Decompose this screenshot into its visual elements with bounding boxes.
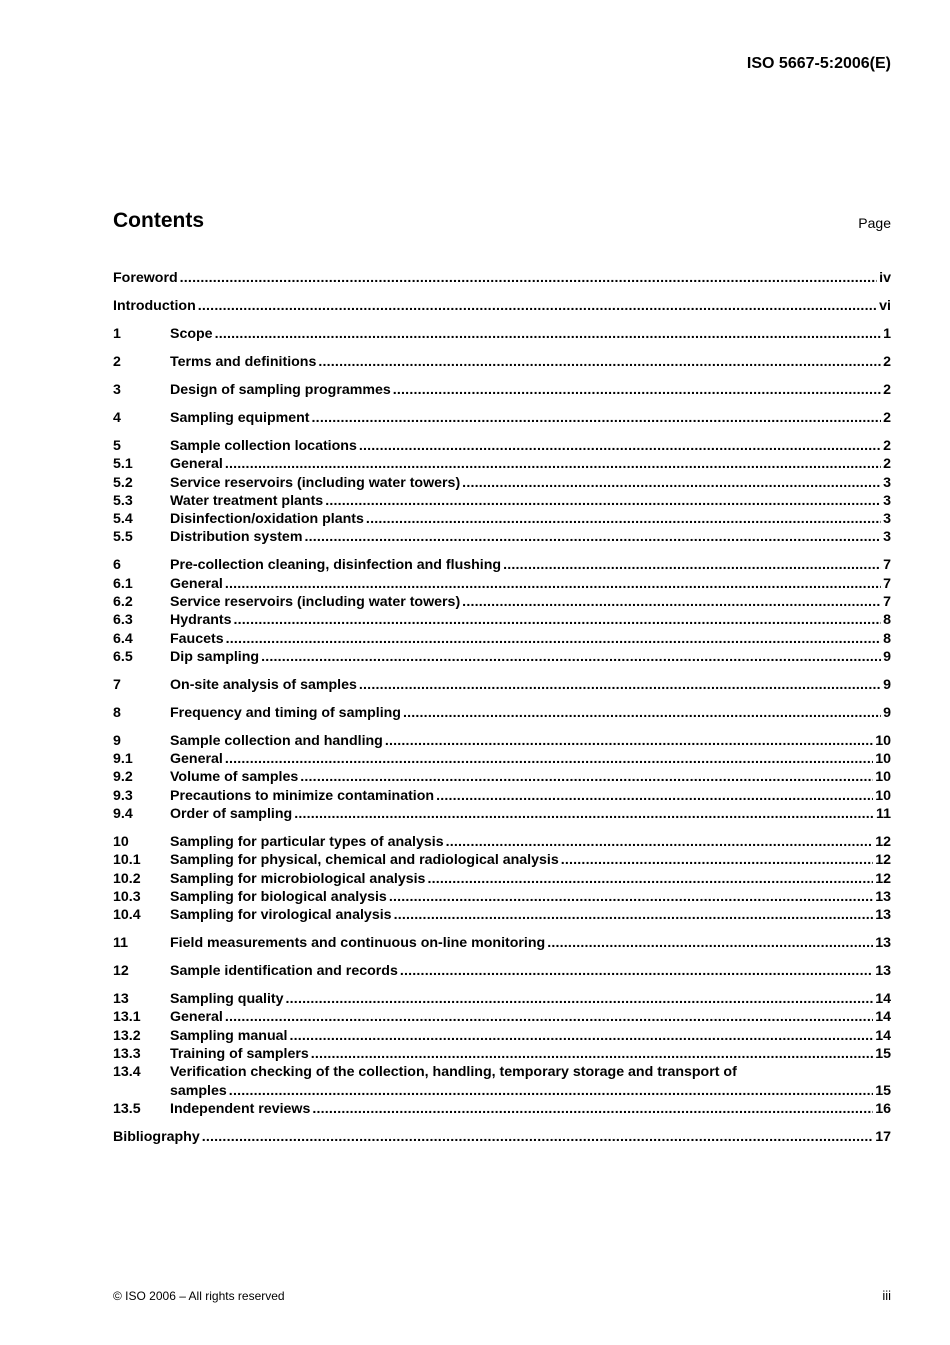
- toc-entry-title: Sampling equipment: [170, 409, 310, 426]
- toc-entry-number: 5.4: [113, 511, 133, 528]
- toc-entry[interactable]: [113, 409, 891, 427]
- toc-entry-number: 9: [113, 732, 121, 749]
- dot-leader: [300, 768, 873, 786]
- toc-entry-title: Foreword: [113, 270, 178, 286]
- toc-entry-number: 6.5: [113, 648, 133, 665]
- toc-entry-title: Sample collection and handling: [170, 732, 383, 749]
- toc-entry[interactable]: [113, 528, 891, 546]
- dot-leader: [311, 1045, 873, 1063]
- dot-leader: [286, 990, 874, 1008]
- toc-entry-title: Sampling for biological analysis: [170, 888, 387, 905]
- toc-entry-number: 5.5: [113, 529, 133, 546]
- toc-entry-page: 16: [875, 1100, 891, 1117]
- dot-leader: [289, 1027, 873, 1045]
- toc-entry-title: Field measurements and continuous on-line monitoring: [170, 935, 546, 952]
- dot-leader: [225, 575, 881, 593]
- toc-entry-page: 1: [883, 325, 891, 342]
- dot-leader: [215, 325, 882, 343]
- dot-leader: [400, 962, 873, 980]
- toc-entry-page: 13: [875, 907, 891, 924]
- dot-leader: [359, 437, 881, 455]
- dot-leader: [198, 297, 877, 315]
- toc-entry[interactable]: [113, 870, 891, 888]
- toc-entry-title: Scope: [170, 325, 213, 342]
- toc-entry-number: 9.4: [113, 806, 133, 822]
- dot-leader: [180, 269, 878, 287]
- dot-leader: [393, 381, 881, 399]
- toc-entry[interactable]: [113, 611, 891, 629]
- toc-entry-title: Sampling for virological analysis: [170, 907, 392, 924]
- toc-entry[interactable]: [113, 962, 891, 980]
- toc-entry-page: 10: [875, 751, 891, 768]
- toc-entry-title: Faucets: [170, 630, 224, 647]
- toc-entry-page: 9: [883, 648, 891, 665]
- toc-entry-page: 14: [875, 1009, 891, 1026]
- dot-leader: [304, 528, 881, 546]
- toc-entry-title: General: [170, 456, 223, 473]
- toc-entry-page: 10: [875, 732, 891, 749]
- toc-entry-number: 9.2: [113, 769, 133, 786]
- dot-leader: [503, 556, 881, 574]
- dot-leader: [325, 492, 881, 510]
- toc-entry-number: 7: [113, 676, 121, 693]
- toc-entry[interactable]: [113, 1045, 891, 1063]
- dot-leader: [226, 630, 881, 648]
- toc-entry-number: 5.3: [113, 492, 133, 509]
- dot-leader: [462, 593, 881, 611]
- toc-entry-title: Sampling for microbiological analysis: [170, 870, 426, 887]
- toc-entry-number: 13: [113, 991, 129, 1008]
- toc-entry-page: 3: [883, 529, 891, 546]
- toc-entry-title: Sampling manual: [170, 1027, 288, 1044]
- toc-entry[interactable]: [113, 1063, 891, 1100]
- toc-entry[interactable]: [113, 269, 891, 287]
- toc-entry[interactable]: [113, 704, 891, 722]
- dot-leader: [229, 1082, 873, 1100]
- page-column-label: Page: [858, 215, 891, 231]
- toc-entry-number: 5: [113, 437, 121, 454]
- toc-entry-number: 6.1: [113, 575, 133, 592]
- toc-entry[interactable]: [113, 750, 891, 768]
- toc-entry-number: 13.3: [113, 1046, 141, 1063]
- document-id: ISO 5667-5:2006(E): [746, 55, 891, 72]
- toc-entry[interactable]: [113, 888, 891, 906]
- dot-leader: [225, 1008, 873, 1026]
- toc-entry[interactable]: [113, 556, 891, 574]
- dot-leader: [385, 732, 873, 750]
- toc-entry-page: 14: [875, 1027, 891, 1044]
- toc-entry-title: Water treatment plants: [170, 492, 324, 509]
- toc-entry-number: 10.3: [113, 888, 141, 905]
- toc-entry-number: 13.5: [113, 1100, 141, 1117]
- toc-entry-page: 15: [875, 1082, 891, 1099]
- toc-entry[interactable]: [113, 325, 891, 343]
- toc-entry[interactable]: [113, 1100, 891, 1118]
- toc-entry-title: General: [170, 575, 223, 592]
- toc-entry-number: 6.3: [113, 612, 133, 629]
- toc-entry-title: Precautions to minimize contamination: [170, 787, 435, 804]
- toc-entry-number: 6.2: [113, 593, 133, 610]
- toc-entry-page: 12: [875, 852, 891, 869]
- toc-entry-title: Design of sampling programmes: [170, 381, 391, 398]
- toc-entry-title: On-site analysis of samples: [170, 676, 357, 693]
- toc-entry-page: 2: [883, 381, 891, 398]
- toc-entry[interactable]: [113, 833, 891, 851]
- toc-entry-page: 17: [875, 1128, 891, 1145]
- toc-entry-title: Sampling for physical, chemical and radiological analysis: [170, 852, 559, 869]
- toc-entry-title: Verification checking of the collection, handling, temporary storage and transport of: [170, 1064, 737, 1081]
- toc-entry-title: Order of sampling: [170, 806, 293, 822]
- toc-entry-title: Service reservoirs (including water towers): [170, 474, 461, 491]
- toc-entry-title-continued: samples: [170, 1082, 227, 1099]
- toc-entry-number: 5.1: [113, 456, 133, 473]
- toc-entry-number: 10.1: [113, 852, 141, 869]
- toc-entry-title: Hydrants: [170, 612, 232, 629]
- dot-leader: [261, 648, 881, 666]
- toc-entry-title: Distribution system: [170, 529, 303, 546]
- toc-entry-page: vi: [879, 297, 891, 314]
- toc-entry-number: 9.1: [113, 751, 133, 768]
- toc-entry[interactable]: [113, 1128, 891, 1146]
- toc-entry[interactable]: [113, 381, 891, 399]
- toc-entry[interactable]: [113, 455, 891, 473]
- dot-leader: [318, 353, 881, 371]
- toc-entry-page: 13: [875, 963, 891, 980]
- toc-entry-number: 12: [113, 963, 129, 980]
- toc-entry-title: Independent reviews: [170, 1100, 311, 1117]
- toc-entry[interactable]: [113, 474, 891, 492]
- footer-page-number: iii: [882, 1288, 891, 1303]
- toc-entry-number: 11: [113, 935, 128, 952]
- toc-entry-title: Sampling quality: [170, 991, 284, 1008]
- toc-entry-page: 7: [883, 557, 891, 574]
- toc-entry-title: Disinfection/oxidation plants: [170, 511, 364, 528]
- toc-entry[interactable]: [113, 492, 891, 510]
- toc-entry-number: 6: [113, 557, 121, 574]
- toc-entry-title: General: [170, 1009, 223, 1026]
- toc-entry[interactable]: [113, 593, 891, 611]
- toc-entry[interactable]: [113, 934, 891, 952]
- toc-entry-title: Dip sampling: [170, 648, 260, 665]
- toc-entry-page: 3: [883, 511, 891, 528]
- toc-entry-page: 10: [875, 787, 891, 804]
- toc-entry-page: 10: [875, 769, 891, 786]
- toc-entry[interactable]: [113, 353, 891, 371]
- dot-leader: [234, 611, 882, 629]
- toc-entry[interactable]: [113, 787, 891, 805]
- dot-leader: [547, 934, 873, 952]
- toc-entry-page: 7: [883, 593, 891, 610]
- dot-leader: [359, 676, 881, 694]
- toc-entry-page: iv: [879, 270, 891, 286]
- toc-entry[interactable]: [113, 805, 891, 823]
- toc-entry-number: 8: [113, 704, 121, 721]
- toc-entry[interactable]: [113, 510, 891, 528]
- toc-entry-page: 3: [883, 474, 891, 491]
- toc-entry[interactable]: [113, 437, 891, 455]
- toc-entry-page: 13: [875, 935, 891, 952]
- toc-entry-title: Pre-collection cleaning, disinfection and flushing: [170, 557, 502, 574]
- toc-entry-page: 12: [875, 833, 891, 850]
- toc-entry-title: Terms and definitions: [170, 353, 317, 370]
- toc-entry-number: 9.3: [113, 787, 133, 804]
- dot-leader: [312, 1100, 873, 1118]
- toc-entry-page: 2: [883, 409, 891, 426]
- toc-entry-title: Training of samplers: [170, 1046, 309, 1063]
- toc-entry-page: 2: [883, 353, 891, 370]
- toc-entry-title: Volume of samples: [170, 769, 299, 786]
- toc-entry-page: 14: [875, 991, 891, 1008]
- toc-entry-number: 6.4: [113, 630, 133, 647]
- toc-entry-page: 13: [875, 888, 891, 905]
- toc-entry-number: 10: [113, 833, 129, 850]
- toc-entry[interactable]: [113, 575, 891, 593]
- toc-entry[interactable]: [113, 676, 891, 694]
- toc-entry-page: 7: [883, 575, 891, 592]
- toc-entry-title: Bibliography: [113, 1128, 200, 1145]
- dot-leader: [312, 409, 882, 427]
- toc-entry-number: 1: [113, 325, 121, 342]
- toc-entry-page: 15: [875, 1046, 891, 1063]
- dot-leader: [389, 888, 873, 906]
- toc-entry-page: 8: [883, 612, 891, 629]
- toc-entry[interactable]: [113, 297, 891, 315]
- toc-entry[interactable]: [113, 648, 891, 666]
- toc-entry[interactable]: [113, 1027, 891, 1045]
- toc-entry-title: General: [170, 751, 223, 768]
- toc-entry-title: Sample collection locations: [170, 437, 357, 454]
- dot-leader: [403, 704, 881, 722]
- toc-entry[interactable]: [113, 851, 891, 869]
- toc-entry-number: 13.1: [113, 1009, 141, 1026]
- page-title: Contents: [113, 209, 204, 232]
- toc-entry-page: 9: [883, 704, 891, 721]
- toc-entry[interactable]: [113, 1008, 891, 1026]
- toc-entry-page: 12: [875, 870, 891, 887]
- toc-entry-page: 9: [883, 676, 891, 693]
- dot-leader: [294, 805, 874, 823]
- toc-entry-page: 2: [883, 437, 891, 454]
- toc-entry[interactable]: [113, 768, 891, 786]
- toc-entry-page: 11: [876, 806, 891, 822]
- footer-copyright: © ISO 2006 – All rights reserved: [113, 1289, 285, 1303]
- toc-entry[interactable]: [113, 732, 891, 750]
- toc-entry-number: 10.4: [113, 907, 141, 924]
- dot-leader: [561, 851, 874, 869]
- dot-leader: [366, 510, 881, 528]
- toc-entry-page: 8: [883, 630, 891, 647]
- toc-entry-number: 3: [113, 381, 121, 398]
- toc-entry-number: 13.2: [113, 1027, 141, 1044]
- toc-entry-number: 10.2: [113, 870, 141, 887]
- toc-entry-number: 5.2: [113, 474, 133, 491]
- toc-entry-number: 13.4: [113, 1064, 141, 1081]
- toc-entry-title: Sampling for particular types of analysis: [170, 833, 444, 850]
- toc-entry-title: Frequency and timing of sampling: [170, 704, 401, 721]
- dot-leader: [202, 1128, 874, 1146]
- toc-entry-page: 3: [883, 492, 891, 509]
- toc-entry-number: 4: [113, 409, 121, 426]
- dot-leader: [446, 833, 874, 851]
- table-of-contents: [113, 269, 891, 1146]
- toc-entry-title: Service reservoirs (including water towers): [170, 593, 461, 610]
- dot-leader: [427, 870, 873, 888]
- dot-leader: [436, 787, 873, 805]
- toc-entry-page: 2: [883, 456, 891, 473]
- dot-leader: [225, 455, 881, 473]
- dot-leader: [394, 906, 874, 924]
- toc-entry[interactable]: [113, 990, 891, 1008]
- dot-leader: [225, 750, 873, 768]
- toc-entry[interactable]: [113, 906, 891, 924]
- toc-entry[interactable]: [113, 630, 891, 648]
- toc-entry-title: Sample identification and records: [170, 963, 398, 980]
- toc-entry-title: Introduction: [113, 297, 196, 314]
- toc-entry-number: 2: [113, 353, 121, 370]
- dot-leader: [462, 474, 881, 492]
